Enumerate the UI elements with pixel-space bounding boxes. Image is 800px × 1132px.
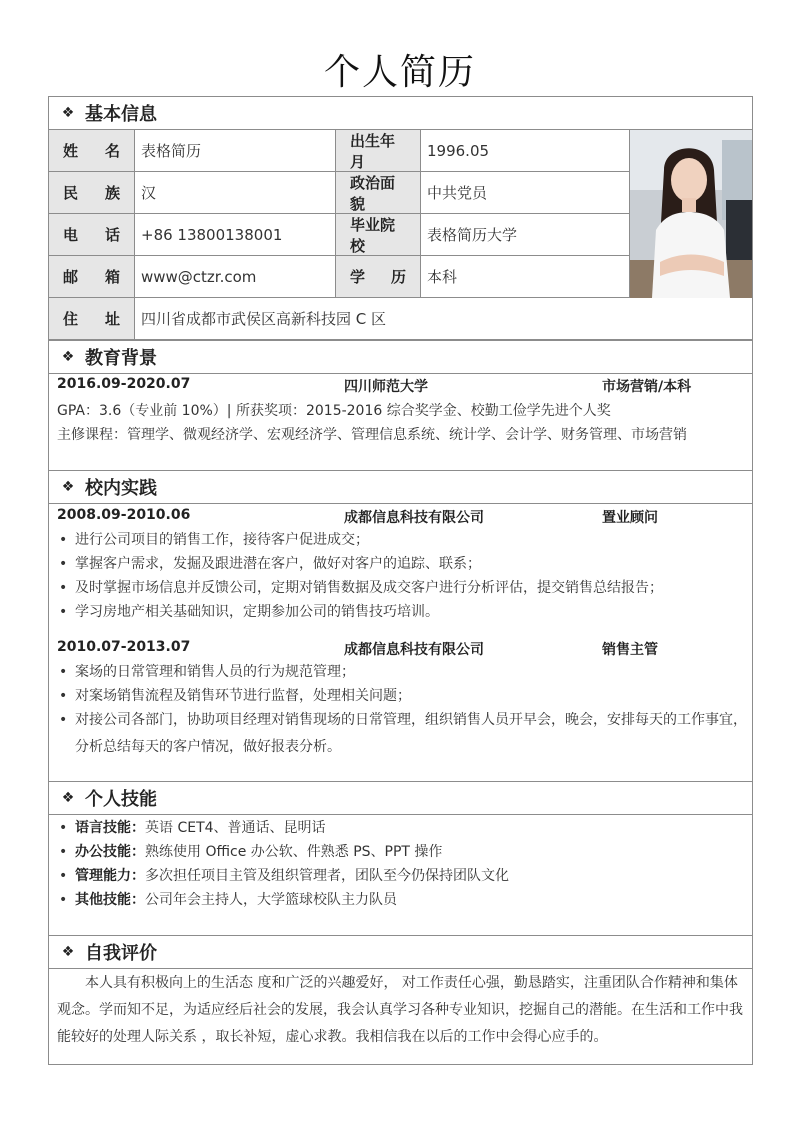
section-header-practice	[49, 470, 752, 504]
practice-entry-header	[57, 507, 747, 529]
section-header-self-eval	[49, 935, 752, 969]
practice-duties-list	[57, 528, 747, 624]
list-item: • 进行公司项目的销售工作，接待客户促进成交；	[57, 528, 747, 552]
section-header-education	[49, 340, 752, 374]
education-gpa-line: GPA：3.6（专业前 10%）| 所获奖项：2015-2016 综合奖学金、校勤工俭学先进个人奖	[57, 403, 611, 419]
profile-photo	[629, 130, 752, 298]
page-title: 个人简历	[323, 52, 476, 93]
list-item: • 案场的日常管理和销售人员的行为规范管理；	[57, 660, 747, 684]
value-ethnicity: 汉	[141, 184, 157, 202]
section-title-skills: 个人技能	[85, 789, 157, 810]
practice-org: 成都信息科技有限公司	[344, 642, 484, 658]
label-name: 姓 名	[49, 130, 135, 171]
label-email: 邮 箱	[49, 256, 135, 297]
info-row-ethnicity	[49, 172, 629, 214]
section-title-education: 教育背景	[85, 348, 157, 369]
practice-date: 2010.07-2013.07	[57, 639, 191, 655]
list-item: • 学习房地产相关基础知识，定期参加公司的销售技巧培训。	[57, 600, 747, 624]
list-item: • 其他技能：公司年会主持人，大学篮球校队主力队员	[57, 888, 747, 912]
list-item: • 办公技能：熟练使用 Office 办公软、件熟悉 PS、PPT 操作	[57, 840, 747, 864]
list-item: • 语言技能：英语 CET4、普通话、昆明话	[57, 816, 747, 840]
resume-frame	[48, 96, 753, 1065]
info-row-phone	[49, 214, 629, 256]
education-major: 市场营销/本科	[602, 379, 692, 395]
info-row-address	[49, 298, 752, 340]
list-item: • 及时掌握市场信息并反馈公司，定期对销售数据及成交客户进行分析评估，提交销售总结报告；	[57, 576, 747, 600]
education-courses-line: 主修课程：管理学、微观经济学、宏观经济学、管理信息系统、统计学、会计学、财务管理、市场营销	[57, 427, 687, 443]
practice-duties-list	[57, 660, 747, 732]
value-birth: 1996.05	[427, 141, 490, 160]
label-political: 政治面貌	[335, 172, 421, 213]
label-birth: 出生年月	[335, 130, 421, 171]
practice-role: 置业顾问	[602, 510, 658, 526]
value-degree: 本科	[427, 268, 458, 286]
value-address: 四川省成都市武侯区高新科技园 C 区	[141, 310, 387, 328]
value-email: www@ctzr.com	[141, 267, 257, 286]
value-political: 中共党员	[427, 184, 488, 202]
section-header-basic	[49, 97, 752, 130]
practice-entry-header	[57, 639, 747, 661]
skills-list	[57, 816, 747, 912]
education-date: 2016.09-2020.07	[57, 376, 191, 392]
practice-date: 2008.09-2010.06	[57, 507, 191, 523]
section-title-practice: 校内实践	[85, 478, 157, 499]
info-row-name	[49, 130, 629, 172]
education-entry-header	[57, 376, 747, 398]
diamond-bullet-icon: ❖	[61, 790, 75, 806]
list-item: • 对案场销售流程及销售环节进行监督，处理相关问题；	[57, 684, 747, 708]
value-school: 表格简历大学	[427, 226, 518, 244]
label-address: 住 址	[49, 298, 135, 339]
label-phone: 电 话	[49, 214, 135, 255]
practice-org: 成都信息科技有限公司	[344, 510, 484, 526]
list-item: • 管理能力：多次担任项目主管及组织管理者，团队至今仍保持团队文化	[57, 864, 747, 888]
value-name: 表格简历	[141, 142, 202, 160]
self-evaluation-text: 本人具有积极向上的生活态 度和广泛的兴趣爱好， 对工作责任心强，勤恳踏实，注重团队合作精神和集体观念。学而知不足，为适应经后社会的发展，我会认真学习各种专业知识，挖掘自己的潜能。在生活和工作中我能较好的处理人际关系 ，取长补短，虚心求教。我相信我在以后的工作中会得心应手的。	[57, 975, 743, 1045]
value-phone: +86 13800138001	[141, 225, 283, 244]
list-item: • 掌握客户需求，发掘及跟进潜在客户，做好对客户的追踪、联系；	[57, 552, 747, 576]
diamond-bullet-icon: ❖	[61, 479, 75, 495]
label-school: 毕业院校	[335, 214, 421, 255]
info-row-email	[49, 256, 629, 298]
list-item: • 对接公司各部门，协助项目经理对销售现场的日常管理，组织销售人员开早会，晚会，安排每天的工作事宜，	[57, 708, 747, 732]
practice-duty-continuation: 分析总结每天的客户情况，做好报表分析。	[75, 739, 341, 755]
diamond-bullet-icon: ❖	[61, 105, 75, 121]
section-title-basic: 基本信息	[85, 104, 157, 125]
practice-role: 销售主管	[602, 642, 658, 658]
diamond-bullet-icon: ❖	[61, 944, 75, 960]
education-school: 四川师范大学	[344, 379, 428, 395]
diamond-bullet-icon: ❖	[61, 349, 75, 365]
section-title-self-eval: 自我评价	[85, 943, 157, 964]
label-degree: 学 历	[335, 256, 421, 297]
label-ethnicity: 民 族	[49, 172, 135, 213]
section-header-skills	[49, 781, 752, 815]
